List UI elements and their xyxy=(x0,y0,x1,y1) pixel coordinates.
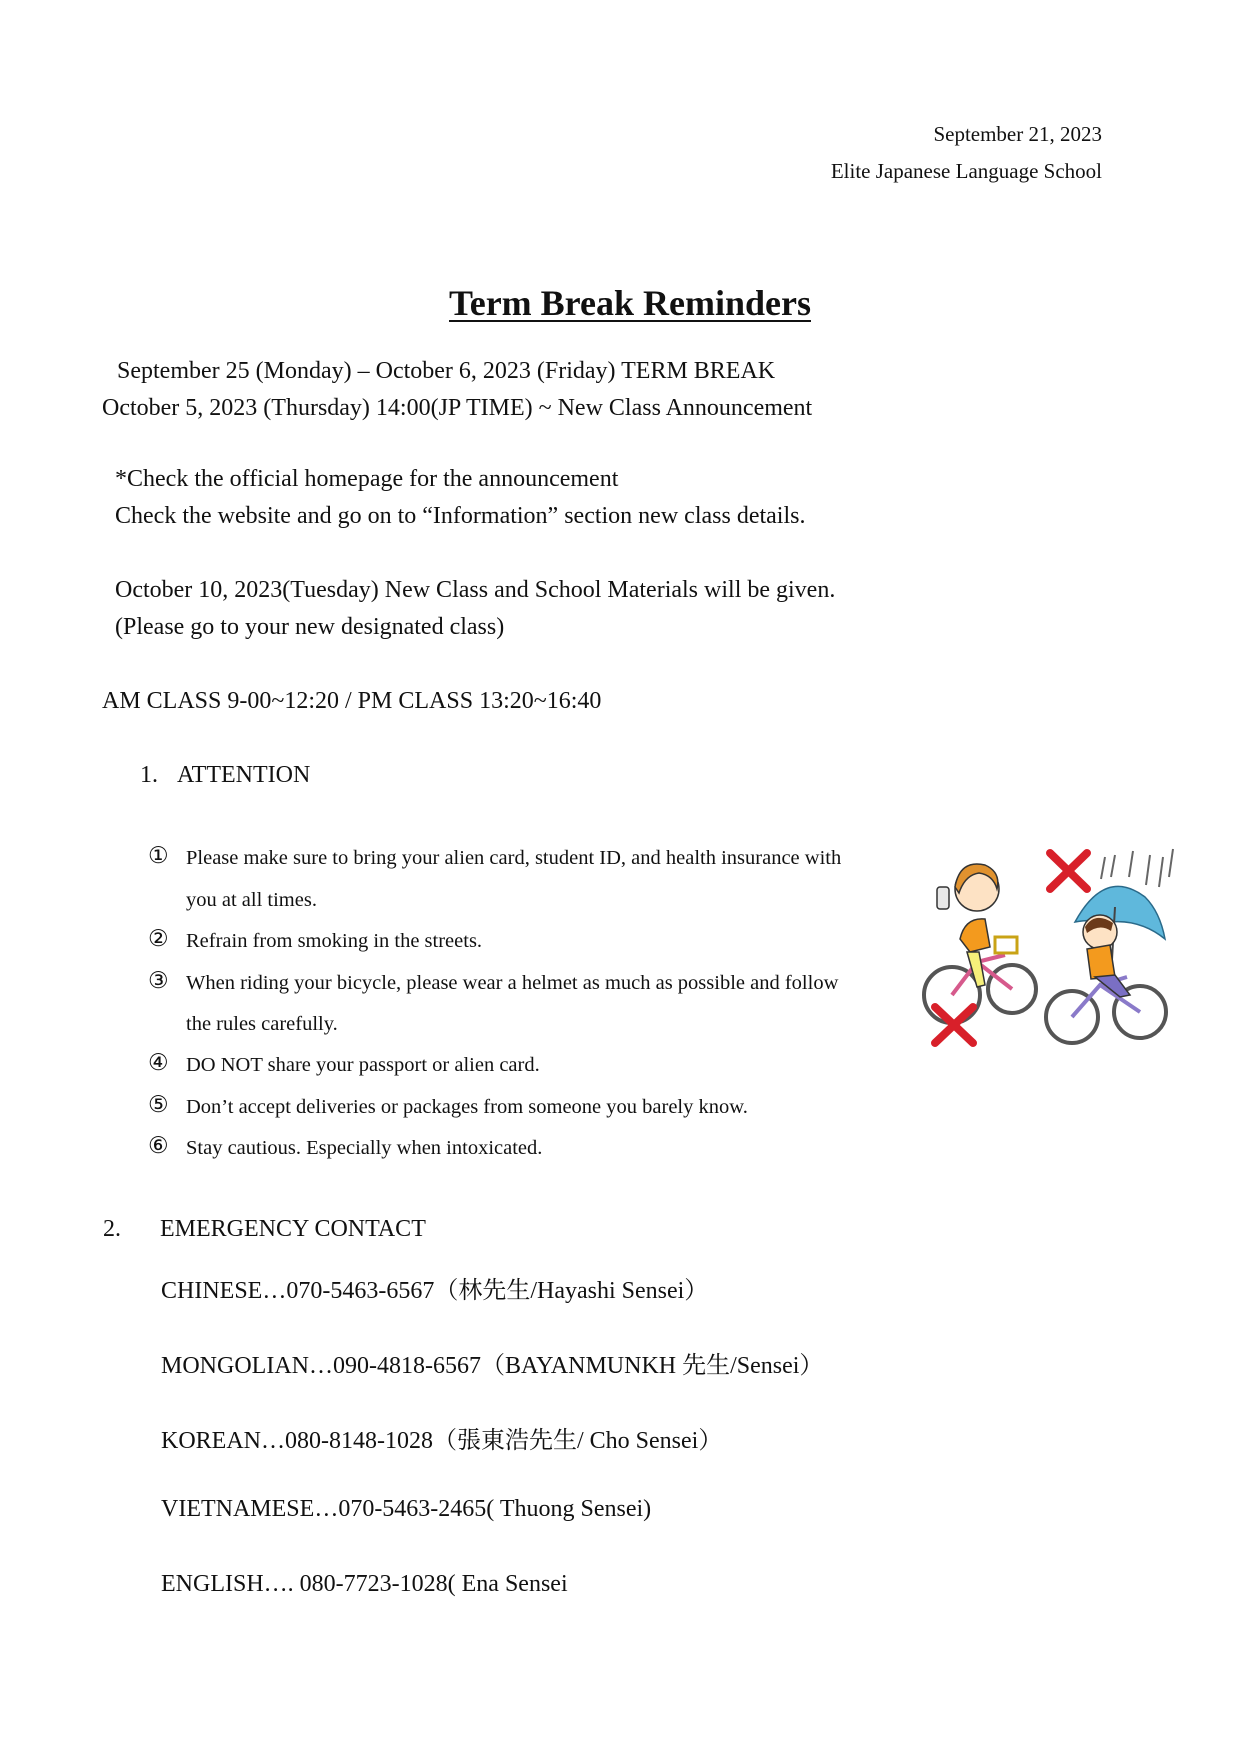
term-break-dates: September 25 (Monday) – October 6, 2023 (Friday) TERM BREAK xyxy=(117,358,776,384)
item-marker-2: ② xyxy=(148,926,169,951)
page-title: Term Break Reminders xyxy=(449,283,811,323)
item-marker-4: ④ xyxy=(148,1050,169,1075)
emergency-number: 2. xyxy=(103,1216,121,1242)
item-marker-5: ⑤ xyxy=(148,1092,169,1117)
item-3-line-2: the rules carefully. xyxy=(186,1013,338,1035)
attention-heading: ATTENTION xyxy=(177,762,311,788)
item-2-line-1: Refrain from smoking in the streets. xyxy=(186,930,483,952)
contact-english: ENGLISH…. 080-7723-1028( Ena Sensei xyxy=(161,1571,568,1597)
class-times: AM CLASS 9-00~12:20 / PM CLASS 13:20~16:40 xyxy=(102,688,602,714)
homepage-note: *Check the official homepage for the announcement xyxy=(115,466,619,492)
materials-date: October 10, 2023(Tuesday) New Class and School Materials will be given. xyxy=(115,577,836,603)
item-marker-3: ③ xyxy=(148,968,169,993)
attention-number: 1. xyxy=(140,762,158,788)
item-6-line-1: Stay cautious. Especially when intoxicated. xyxy=(186,1137,543,1159)
item-1-line-2: you at all times. xyxy=(186,889,317,911)
emergency-heading: EMERGENCY CONTACT xyxy=(160,1216,426,1242)
item-3-line-1: When riding your bicycle, please wear a helmet as much as possible and follow xyxy=(186,972,839,994)
item-1-line-1: Please make sure to bring your alien card, student ID, and health insurance with xyxy=(186,847,842,869)
materials-note: (Please go to your new designated class) xyxy=(115,614,505,640)
bicycle-safety-illustration xyxy=(915,827,1190,1065)
item-4-line-1: DO NOT share your passport or alien card. xyxy=(186,1054,540,1076)
contact-vietnamese: VIETNAMESE…070-5463-2465( Thuong Sensei) xyxy=(161,1496,652,1522)
document-date: September 21, 2023 xyxy=(933,122,1102,146)
item-marker-1: ① xyxy=(148,843,169,868)
item-5-line-1: Don’t accept deliveries or packages from someone you barely know. xyxy=(186,1096,748,1118)
announcement-date: October 5, 2023 (Thursday) 14:00(JP TIME) ~ New Class Announcement xyxy=(102,395,813,421)
school-name: Elite Japanese Language School xyxy=(830,159,1102,183)
contact-chinese: CHINESE…070-5463-6567（林先生/Hayashi Sensei） xyxy=(161,1278,709,1304)
homepage-instructions: Check the website and go on to “Information” section new class details. xyxy=(115,503,806,529)
contact-mongolian: MONGOLIAN…090-4818-6567（BAYANMUNKH 先生/Sensei） xyxy=(161,1353,824,1379)
contact-korean: KOREAN…080-8148-1028（張東浩先生/ Cho Sensei） xyxy=(161,1428,723,1454)
item-marker-6: ⑥ xyxy=(148,1133,169,1158)
